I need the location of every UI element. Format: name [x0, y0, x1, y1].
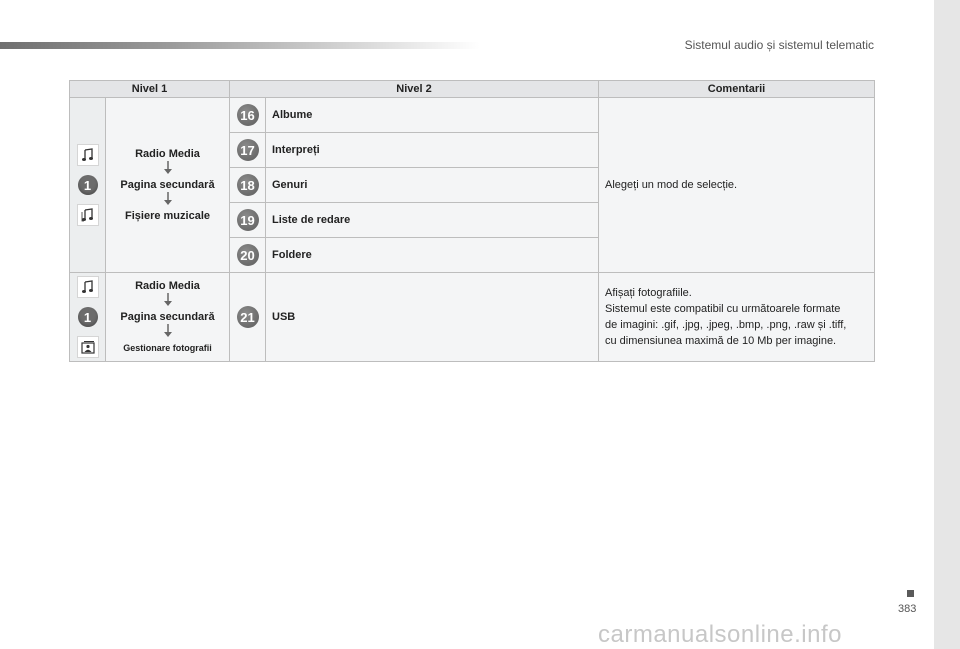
item-label: Foldere — [266, 238, 599, 273]
item-number-cell — [230, 98, 266, 133]
level1-step: Radio Media — [135, 279, 200, 292]
item-number-badge: 16 — [237, 104, 259, 126]
step-badge: 1 — [78, 175, 98, 195]
item-number-cell — [230, 203, 266, 238]
photo-gallery-icon — [77, 336, 99, 358]
level1-step: Radio Media — [135, 147, 200, 160]
comment-line: Sistemul este compatibil cu următoarele formate — [605, 303, 841, 315]
menu-table — [69, 80, 875, 362]
level1-step: Pagina secundară — [120, 178, 215, 191]
comment-cell: Alegeți un mod de selecție. — [599, 98, 875, 273]
item-label: Interpreți — [266, 133, 599, 168]
level1-icons — [70, 98, 106, 273]
column-header-comments: Comentarii — [599, 81, 875, 98]
item-number-badge: 18 — [237, 174, 259, 196]
arrow-down-icon — [163, 324, 173, 338]
comment-cell — [599, 273, 875, 362]
watermark: carmanualsonline.info — [598, 621, 842, 648]
column-header-level2: Nivel 2 — [230, 81, 599, 98]
item-number-cell — [230, 168, 266, 203]
arrow-down-icon — [163, 293, 173, 307]
item-number-cell — [230, 273, 266, 362]
level1-step: Pagina secundară — [120, 310, 215, 323]
arrow-down-icon — [163, 192, 173, 206]
page-marker — [907, 590, 914, 597]
page-header-title: Sistemul audio și sistemul telematic — [684, 38, 874, 52]
arrow-down-icon — [163, 161, 173, 175]
comment-line: de imagini: .gif, .jpg, .jpeg, .bmp, .png, .raw și .tiff, — [605, 319, 847, 331]
level1-path — [106, 273, 230, 362]
item-label: Albume — [266, 98, 599, 133]
item-number-badge: 19 — [237, 209, 259, 231]
music-note-icon — [77, 144, 99, 166]
table-row — [70, 273, 875, 362]
item-label: USB — [266, 273, 599, 362]
page-number: 383 — [898, 603, 917, 615]
item-number-badge: 17 — [237, 139, 259, 161]
item-number-badge: 21 — [237, 306, 259, 328]
header-decor-bar — [0, 42, 480, 49]
item-label: Liste de redare — [266, 203, 599, 238]
level1-step: Gestionare fotografii — [123, 342, 212, 353]
level1-step: Fișiere muzicale — [125, 209, 210, 222]
table-row — [70, 98, 875, 133]
item-number-cell — [230, 238, 266, 273]
column-header-level1: Nivel 1 — [70, 81, 230, 98]
comment-line: cu dimensiunea maximă de 10 Mb per imagine. — [605, 335, 837, 347]
item-label: Genuri — [266, 168, 599, 203]
step-badge: 1 — [78, 307, 98, 327]
comment-line: Afișați fotografiile. — [605, 287, 692, 299]
item-number-cell — [230, 133, 266, 168]
music-note-icon — [77, 276, 99, 298]
table-header-row — [70, 81, 875, 98]
level1-icons — [70, 273, 106, 362]
level1-path — [106, 98, 230, 273]
item-number-badge: 20 — [237, 244, 259, 266]
side-strip — [934, 0, 960, 649]
music-file-icon — [77, 204, 99, 226]
